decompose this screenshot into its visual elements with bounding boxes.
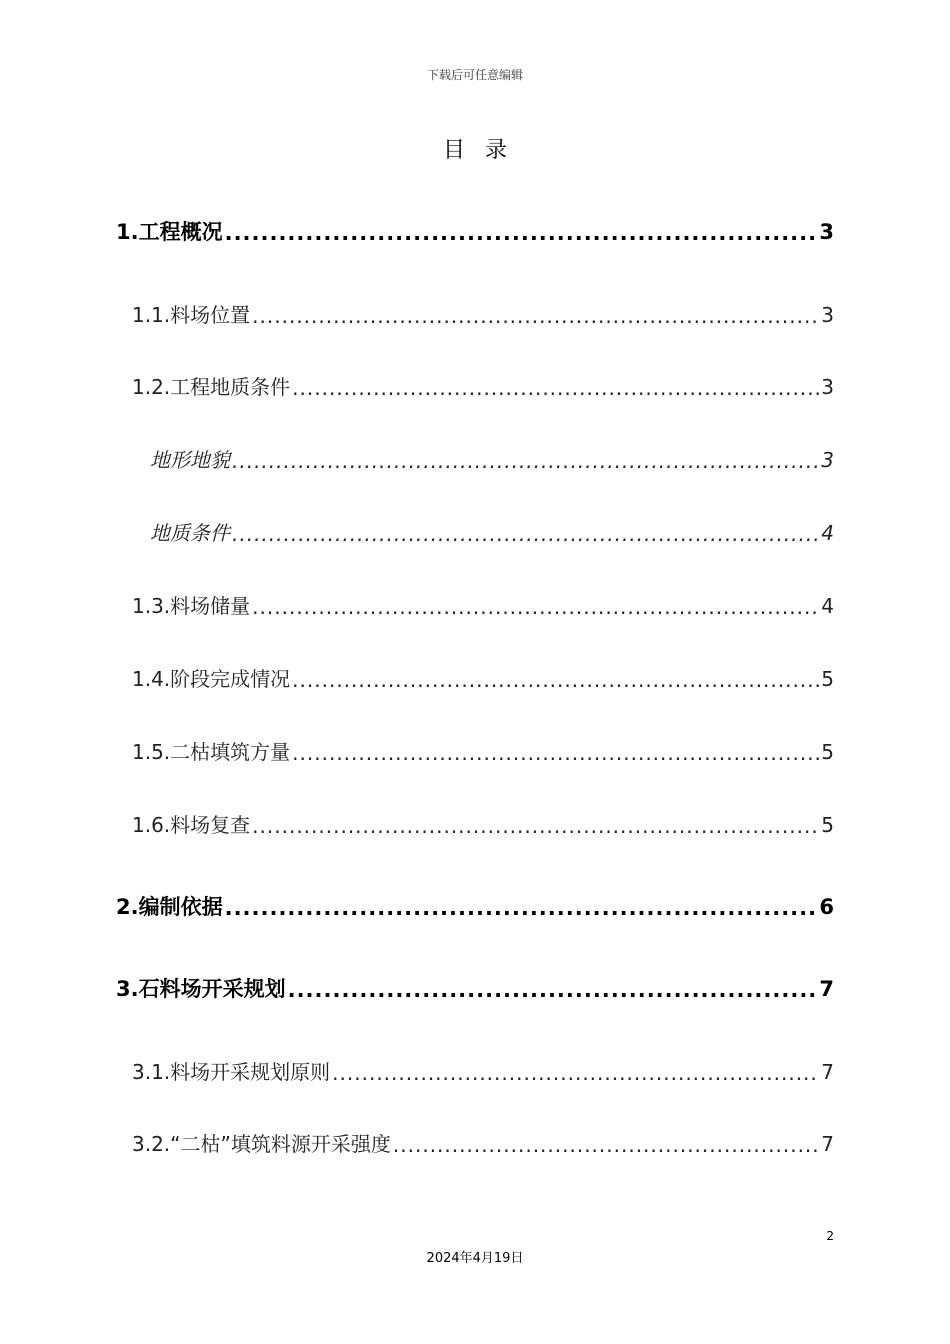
toc-entry-number: 1.3. bbox=[132, 594, 171, 618]
toc-entry-page: 7 bbox=[821, 1060, 834, 1084]
toc-entry-page: 5 bbox=[821, 813, 834, 837]
toc-dot-leader bbox=[252, 814, 819, 834]
toc-entry-text: 工程概况 bbox=[138, 220, 223, 244]
toc-entry-text: 料场开采规划原则 bbox=[170, 1060, 331, 1084]
toc-entry-page: 7 bbox=[819, 977, 834, 1001]
toc-entry[interactable] bbox=[132, 663, 834, 692]
toc-entry-page: 5 bbox=[821, 740, 834, 764]
toc-entry-number: 3.1. bbox=[132, 1060, 171, 1084]
toc-entry-text: 料场复查 bbox=[170, 813, 251, 837]
toc-entry-number: 1.2. bbox=[132, 375, 171, 399]
toc-entry-text: 二枯填筑方量 bbox=[170, 740, 291, 764]
toc-dot-leader bbox=[232, 449, 819, 469]
toc-entry-text: 地质条件 bbox=[150, 521, 230, 545]
toc-entry-text: 编制依据 bbox=[138, 895, 223, 919]
toc-entry-number: 3.2. bbox=[132, 1132, 171, 1156]
toc-entry-number: 2. bbox=[116, 895, 139, 919]
toc-dot-leader bbox=[393, 1133, 819, 1153]
toc-dot-leader bbox=[232, 522, 819, 542]
toc-entry-page: 3 bbox=[821, 448, 834, 472]
toc-entry-page: 4 bbox=[821, 521, 834, 545]
toc-entry-page: 3 bbox=[821, 303, 834, 327]
toc-entry-number: 1.5. bbox=[132, 740, 171, 764]
toc-entry[interactable] bbox=[116, 216, 834, 246]
page-number: 2 bbox=[826, 1229, 834, 1243]
toc-dot-leader bbox=[292, 376, 819, 396]
toc-entry[interactable] bbox=[116, 973, 834, 1003]
toc-entry[interactable] bbox=[132, 736, 834, 765]
toc-entry-page: 6 bbox=[819, 895, 834, 919]
toc-entry[interactable] bbox=[132, 809, 834, 838]
toc-title: 目录 bbox=[442, 138, 527, 163]
toc-entry-number: 3. bbox=[116, 977, 139, 1001]
toc-dot-leader bbox=[252, 304, 819, 324]
toc-entry[interactable] bbox=[132, 299, 834, 328]
toc-entry-number: 1.4. bbox=[132, 667, 171, 691]
page-header: 下载后可任意编辑 bbox=[426, 68, 523, 82]
toc-entry[interactable] bbox=[132, 590, 834, 619]
toc-entry-text: 料场位置 bbox=[170, 303, 251, 327]
toc-entry[interactable] bbox=[132, 1056, 834, 1085]
toc-entry-page: 4 bbox=[821, 594, 834, 618]
toc-entry-number: 1.1. bbox=[132, 303, 171, 327]
toc-entry-number: 1.6. bbox=[132, 813, 171, 837]
toc-entry[interactable] bbox=[132, 371, 834, 400]
toc-entry-text: 石料场开采规划 bbox=[138, 977, 286, 1001]
toc-entry[interactable] bbox=[116, 891, 834, 921]
toc-dot-leader bbox=[225, 896, 818, 917]
toc-dot-leader bbox=[252, 595, 819, 615]
footer-date: 2024年4月19日 bbox=[426, 1251, 524, 1266]
toc-entry-text: 料场储量 bbox=[170, 594, 251, 618]
toc-entry[interactable] bbox=[132, 1128, 834, 1157]
toc-dot-leader bbox=[292, 668, 819, 688]
toc-dot-leader bbox=[288, 978, 818, 999]
toc-entry-page: 3 bbox=[819, 220, 834, 244]
toc-entry-text: 阶段完成情况 bbox=[170, 667, 291, 691]
toc-entry-text: 地形地貌 bbox=[150, 448, 230, 472]
toc-entry-page: 7 bbox=[821, 1132, 834, 1156]
toc-entry-page: 5 bbox=[821, 667, 834, 691]
toc-dot-leader bbox=[332, 1061, 819, 1081]
toc-entry-number: 1. bbox=[116, 220, 139, 244]
toc-entry[interactable] bbox=[150, 444, 834, 473]
toc-entry-page: 3 bbox=[821, 375, 834, 399]
toc-entry-text: 工程地质条件 bbox=[170, 375, 291, 399]
toc-dot-leader bbox=[225, 221, 818, 242]
toc-entry[interactable] bbox=[150, 517, 834, 546]
toc-entry-text: “二枯”填筑料源开采强度 bbox=[170, 1132, 391, 1156]
toc-dot-leader bbox=[292, 741, 819, 761]
